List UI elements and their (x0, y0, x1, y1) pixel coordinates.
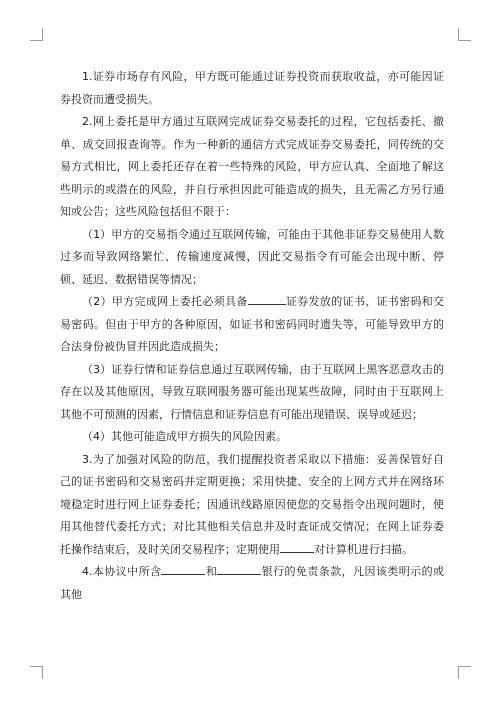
paragraph-7-text-a: 3.为了加强对风险的防范，我们提醒投资者采取以下措施：妥善保管好自己的证书密码和交易密码并定期更换；采用快捷、安全的上网方式并在网络环境稳定时进行网上证券委托；因通讯线路原因使您的交易指令出现问题时，使用其他替代委托方式；对比其他相关信息并及时查证成交情况；在网上证券委托操作结束后，及时关闭交易程序；定期使用 (60, 452, 444, 556)
paragraph-3: （1）甲方的交易指令通过互联网传输，可能由于其他非证券交易使用人数过多而导致网络繁忙、传输速度减慢，因此交易指令有可能会出现中断、停顿、延迟、数据错误等情况； (60, 227, 444, 286)
paragraph-8-text-c: 银行的免责条款，凡因该类明示的或其他 (60, 565, 445, 601)
paragraph-4-text-b: 证券发放的证书、证书密码和交易密码。但由于甲方的各种原因，如证书和密码同时遗失等，可能导致甲方的合法身份被伪冒并因此造成损失； (60, 295, 445, 353)
fill-in-blank (217, 562, 261, 575)
fill-in-blank (161, 562, 205, 575)
document-body (60, 66, 444, 606)
paragraph-8 (60, 561, 444, 606)
crop-mark-bottom-left (30, 666, 43, 679)
crop-mark-bottom-right (458, 666, 471, 679)
paragraph-2: 2.网上委托是甲方通过互联网完成证券交易委托的过程，它包括委托、撤单、成交回报查询等。作为一种新的通信方式完成证券交易委托，同传统的交易方式相比，网上委托还存在着一些特殊的风险，甲方应认真、全面地了解这些明示的或潜在的风险，并自行承担因此可能造成的损失，且无需乙方另行通知或公告；这些风险包括但不限于： (60, 115, 444, 218)
fill-in-blank (280, 540, 314, 553)
paragraph-7-text-b: 对计算机进行扫描。 (314, 542, 413, 556)
paragraph-8-text-b: 和 (205, 565, 218, 578)
paragraph-4-text-a: （2）甲方完成网上委托必须具备 (82, 295, 248, 308)
paragraph-8-text-a: 4.本协议中所含 (82, 565, 162, 578)
paragraph-6: （4）其他可能造成甲方损失的风险因素。 (82, 430, 287, 443)
crop-mark-top-left (30, 28, 43, 41)
paragraph-4 (60, 291, 444, 359)
fill-in-blank (248, 292, 286, 305)
paragraph-7 (60, 449, 444, 562)
crop-mark-top-right (458, 28, 471, 41)
paragraph-1: 1.证券市场存有风险，甲方既可能通过证券投资而获取收益，亦可能因证券投资而遭受损失。 (60, 70, 444, 106)
paragraph-5: （3）证券行情和证券信息通过互联网传输，由于互联网上黑客恶意攻击的存在以及其他原因，导致互联网服务器可能出现某些故障，同时由于互联网上其他不可预测的因素，行情信息和证券信息有可能出现错误、误导或延迟； (60, 362, 444, 421)
